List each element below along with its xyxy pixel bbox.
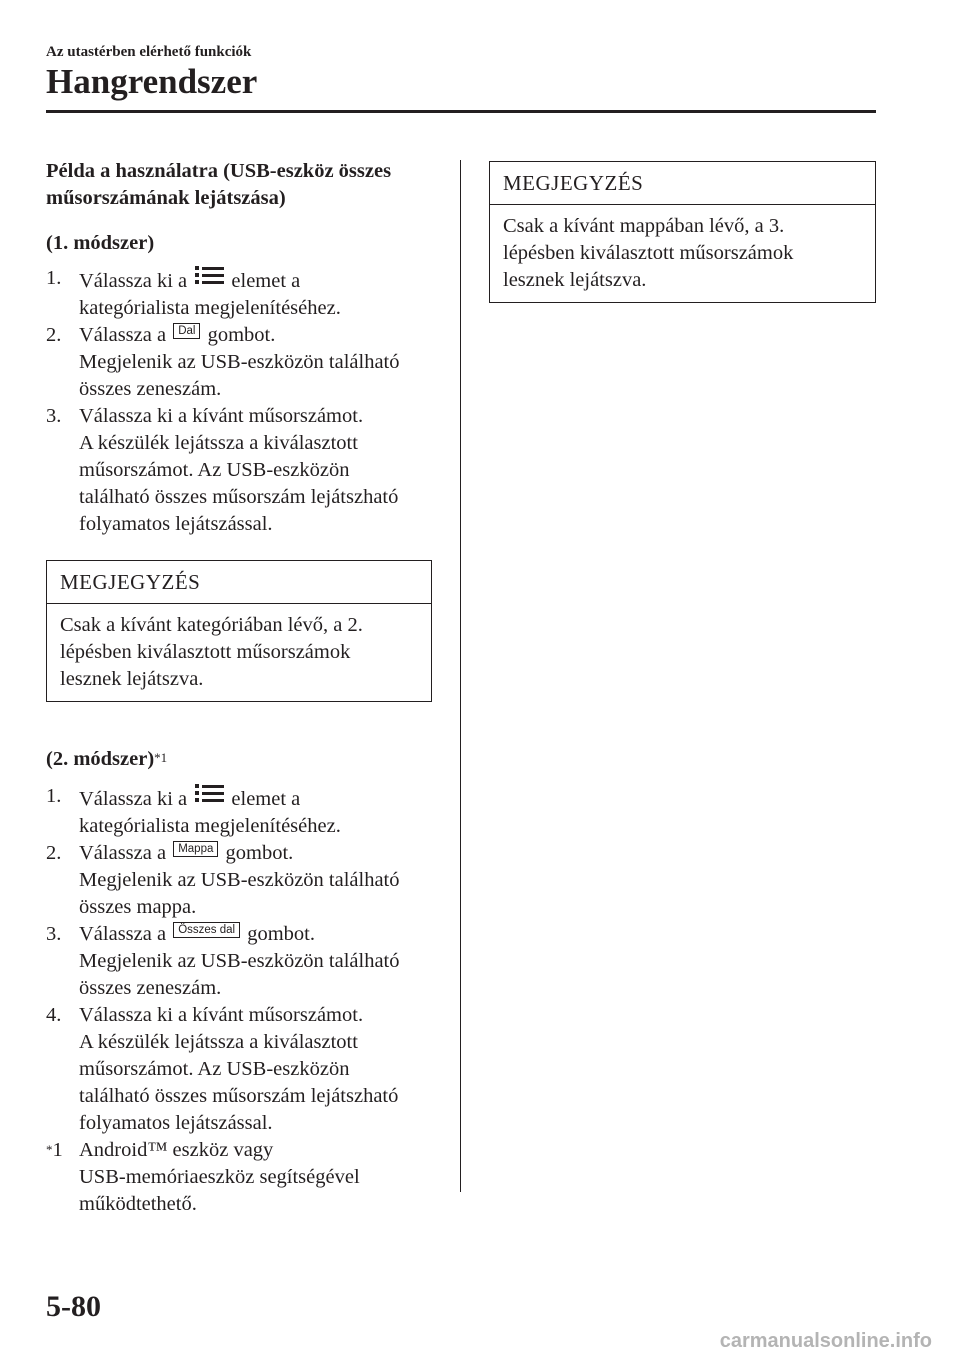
method-2-title: (2. módszer) bbox=[46, 748, 155, 770]
step-number: 2. bbox=[46, 842, 62, 864]
step-line: folyamatos lejátszással. bbox=[79, 513, 273, 535]
footnote-ref: *1 bbox=[154, 750, 168, 765]
step-line: összes mappa. bbox=[79, 896, 197, 918]
step-item bbox=[46, 403, 436, 538]
chapter-title: Hangrendszer bbox=[46, 62, 258, 101]
step-item bbox=[46, 322, 436, 403]
step-line: Válassza ki a kívánt műsorszámot. bbox=[79, 405, 364, 427]
note-line: lépésben kiválasztott műsorszámok bbox=[503, 242, 794, 264]
step-line: kategórialista megjelenítéséhez. bbox=[79, 297, 341, 319]
note-box-category bbox=[46, 560, 432, 702]
heading-line: műsorszámának lejátszása) bbox=[46, 187, 286, 209]
footnote-mark: *1 bbox=[46, 1139, 63, 1161]
step-line: összes zeneszám. bbox=[79, 977, 222, 999]
step-line: található összes műsorszám lejátszható bbox=[79, 1085, 399, 1107]
step-line: A készülék lejátssza a kiválasztott bbox=[79, 1031, 358, 1053]
step-item bbox=[46, 1002, 436, 1137]
step-number: 2. bbox=[46, 324, 62, 346]
step-text: Válassza ki a bbox=[79, 270, 188, 292]
left-column bbox=[46, 158, 436, 1218]
column-divider bbox=[460, 160, 461, 1192]
method-2-steps bbox=[46, 783, 436, 1137]
step-line: folyamatos lejátszással. bbox=[79, 1112, 273, 1134]
step-line bbox=[79, 921, 436, 948]
step-text: Válassza a bbox=[79, 324, 167, 346]
note-line: lépésben kiválasztott műsorszámok bbox=[60, 641, 351, 663]
step-text: Válassza ki a bbox=[79, 788, 188, 810]
example-heading bbox=[46, 158, 436, 212]
note-body bbox=[47, 604, 431, 701]
step-line: A készülék lejátssza a kiválasztott bbox=[79, 432, 358, 454]
step-number: 1. bbox=[46, 785, 62, 807]
step-line: Megjelenik az USB-eszközön található bbox=[79, 950, 400, 972]
step-line bbox=[79, 265, 436, 295]
list-icon bbox=[194, 783, 224, 803]
step-item bbox=[46, 840, 436, 921]
step-line bbox=[79, 322, 436, 349]
step-line: műsorszámot. Az USB-eszközön bbox=[79, 1058, 350, 1080]
step-item bbox=[46, 921, 436, 1002]
note-title: MEGJEGYZÉS bbox=[490, 162, 875, 205]
dal-button-icon: Dal bbox=[173, 323, 200, 339]
step-line bbox=[79, 783, 436, 813]
step-text: gombot. bbox=[207, 324, 276, 346]
step-text: elemet a bbox=[231, 788, 301, 810]
step-line: összes zeneszám. bbox=[79, 378, 222, 400]
right-column bbox=[489, 161, 876, 303]
heading-line: Példa a használatra (USB-eszköz összes bbox=[46, 160, 392, 182]
page-number: 5-80 bbox=[46, 1290, 101, 1323]
step-line: kategórialista megjelenítéséhez. bbox=[79, 815, 341, 837]
step-line: Megjelenik az USB-eszközön található bbox=[79, 869, 400, 891]
footnote bbox=[46, 1137, 436, 1218]
step-line: műsorszámot. Az USB-eszközön bbox=[79, 459, 350, 481]
footnote-line: USB-memóriaeszköz segítségével bbox=[79, 1166, 360, 1188]
method-1-title: (1. módszer) bbox=[46, 232, 155, 254]
step-text: gombot. bbox=[247, 923, 315, 945]
method-2-heading bbox=[46, 746, 436, 773]
step-text: Válassza a bbox=[79, 842, 167, 864]
note-body bbox=[490, 205, 875, 302]
note-line: lesznek lejátszva. bbox=[60, 668, 204, 690]
step-text: gombot. bbox=[225, 842, 294, 864]
step-text: Válassza a bbox=[79, 923, 167, 945]
step-number: 3. bbox=[46, 923, 62, 945]
step-item bbox=[46, 783, 436, 840]
note-line: Csak a kívánt kategóriában lévő, a 2. bbox=[60, 614, 363, 636]
footnote-line: Android™ eszköz vagy bbox=[79, 1139, 274, 1161]
step-line: Megjelenik az USB-eszközön található bbox=[79, 351, 400, 373]
note-line: Csak a kívánt mappában lévő, a 3. bbox=[503, 215, 785, 237]
note-line: lesznek lejátszva. bbox=[503, 269, 647, 291]
watermark: carmanualsonline.info bbox=[719, 1330, 932, 1352]
step-line: Válassza ki a kívánt műsorszámot. bbox=[79, 1004, 364, 1026]
step-item bbox=[46, 265, 436, 322]
header-rule bbox=[46, 110, 876, 113]
method-1-heading bbox=[46, 230, 436, 257]
step-line bbox=[79, 840, 436, 867]
section-title: Az utastérben elérhető funkciók bbox=[46, 44, 252, 60]
step-line: található összes műsorszám lejátszható bbox=[79, 486, 399, 508]
mappa-button-icon: Mappa bbox=[173, 841, 218, 857]
step-number: 4. bbox=[46, 1004, 62, 1026]
footnote-line: működtethető. bbox=[79, 1193, 197, 1215]
note-title: MEGJEGYZÉS bbox=[47, 561, 431, 604]
step-number: 1. bbox=[46, 267, 62, 289]
step-number: 3. bbox=[46, 405, 62, 427]
note-box-folder bbox=[489, 161, 876, 303]
list-icon bbox=[194, 265, 224, 285]
step-text: elemet a bbox=[231, 270, 301, 292]
method-1-steps bbox=[46, 265, 436, 538]
osszes-dal-button-icon: Összes dal bbox=[173, 922, 240, 938]
